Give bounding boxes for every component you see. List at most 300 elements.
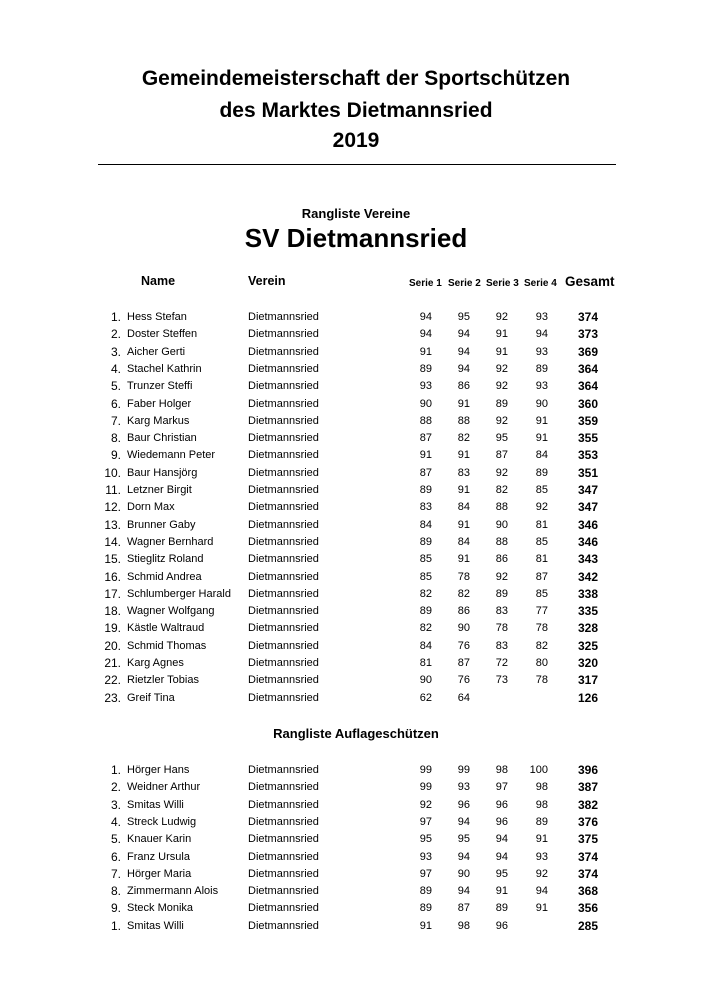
club-cell: Dietmannsried — [248, 414, 319, 427]
document-title-line-2: des Marktes Dietmannsried — [219, 99, 493, 122]
serie-2-cell: 90 — [457, 867, 470, 880]
serie-4-cell: 81 — [535, 553, 548, 566]
name-cell: Karg Markus — [127, 414, 190, 427]
name-cell: Schmid Thomas — [127, 639, 207, 652]
total-cell: 317 — [577, 673, 598, 688]
rank-cell: 21. — [104, 656, 121, 670]
serie-1-cell: 82 — [419, 587, 432, 600]
name-cell: Weidner Arthur — [127, 781, 201, 794]
club-cell: Dietmannsried — [248, 674, 319, 687]
serie-3-cell: 96 — [495, 919, 508, 932]
serie-2-cell: 78 — [457, 570, 470, 583]
serie-4-cell: 94 — [535, 328, 548, 341]
serie-4-cell: 90 — [535, 397, 548, 410]
club-cell: Dietmannsried — [248, 328, 319, 341]
serie-4-cell: 87 — [535, 570, 548, 583]
serie-1-cell: 87 — [419, 466, 432, 479]
rank-cell: 6. — [110, 396, 121, 411]
rank-cell: 11. — [105, 483, 121, 497]
club-cell: Dietmannsried — [248, 345, 319, 358]
name-cell: Zimmermann Alois — [127, 885, 219, 898]
name-cell: Aicher Gerti — [127, 345, 186, 358]
total-cell: 335 — [577, 604, 598, 619]
rank-cell: 7. — [110, 866, 121, 881]
serie-1-cell: 89 — [419, 885, 432, 898]
name-cell: Wagner Bernhard — [127, 535, 214, 548]
club-cell: Dietmannsried — [248, 833, 319, 846]
rank-cell: 23. — [104, 690, 121, 705]
serie-3-cell: 73 — [495, 674, 508, 687]
total-cell: 360 — [577, 396, 598, 411]
club-cell: Dietmannsried — [248, 397, 319, 410]
serie-3-cell: 94 — [495, 833, 508, 846]
total-cell: 320 — [577, 656, 598, 670]
serie-3-cell: 86 — [495, 553, 508, 566]
name-cell: Greif Tina — [127, 691, 175, 704]
rank-cell: 16. — [104, 569, 121, 584]
table-row — [0, 603, 712, 620]
table-row — [0, 831, 712, 848]
table-row — [0, 690, 712, 707]
serie-4-cell: 91 — [535, 432, 548, 445]
club-cell: Dietmannsried — [248, 311, 319, 323]
rank-cell: 5. — [110, 379, 121, 394]
rank-cell: 17. — [104, 586, 121, 601]
serie-1-cell: 89 — [419, 902, 432, 915]
club-cell: Dietmannsried — [248, 570, 319, 583]
serie-4-cell: 91 — [535, 902, 548, 915]
serie-1-cell: 89 — [419, 605, 432, 618]
rank-cell: 4. — [110, 361, 121, 376]
serie-1-cell: 94 — [419, 311, 432, 323]
name-cell: Karg Agnes — [127, 657, 184, 669]
name-cell: Brunner Gaby — [127, 518, 196, 531]
rank-cell: 1. — [110, 918, 121, 933]
column-header-serie-3: Serie 3 — [486, 278, 519, 289]
document-title-year: 2019 — [332, 129, 380, 152]
rank-cell: 12. — [104, 500, 121, 515]
table-row — [0, 883, 712, 900]
table-row — [0, 551, 712, 568]
table-row — [0, 413, 712, 430]
serie-3-cell: 72 — [495, 657, 508, 669]
total-cell: 369 — [577, 344, 598, 359]
table-row — [0, 849, 712, 866]
serie-3-cell: 88 — [495, 535, 508, 548]
total-cell: 353 — [577, 448, 598, 463]
serie-3-cell: 89 — [495, 397, 508, 410]
serie-3-cell: 89 — [495, 587, 508, 600]
serie-2-cell: 88 — [457, 414, 470, 427]
name-cell: Baur Christian — [127, 432, 197, 445]
serie-2-cell: 95 — [457, 311, 470, 323]
serie-4-cell: 93 — [535, 380, 548, 393]
rank-cell: 18. — [104, 604, 121, 619]
serie-2-cell: 76 — [457, 639, 470, 652]
table-row — [0, 918, 712, 935]
serie-3-cell: 78 — [495, 622, 508, 635]
serie-1-cell: 95 — [419, 833, 432, 846]
name-cell: Knauer Karin — [127, 833, 192, 846]
serie-3-cell: 88 — [495, 501, 508, 514]
column-header-name: Name — [141, 274, 176, 288]
total-cell: 328 — [577, 621, 598, 636]
serie-4-cell: 85 — [535, 535, 548, 548]
total-cell: 285 — [577, 918, 598, 933]
serie-1-cell: 99 — [419, 764, 432, 776]
serie-2-cell: 87 — [457, 902, 470, 915]
club-cell: Dietmannsried — [248, 764, 319, 776]
name-cell: Baur Hansjörg — [127, 466, 198, 479]
rank-cell: 6. — [110, 849, 121, 864]
name-cell: Wiedemann Peter — [127, 449, 216, 462]
total-cell: 396 — [577, 763, 598, 777]
club-cell: Dietmannsried — [248, 919, 319, 932]
serie-2-cell: 91 — [457, 518, 470, 531]
club-cell: Dietmannsried — [248, 587, 319, 600]
table-row — [0, 309, 712, 326]
section-subtitle-vereine: Rangliste Vereine — [301, 206, 411, 221]
serie-1-cell: 90 — [419, 674, 432, 687]
serie-2-cell: 76 — [457, 674, 470, 687]
club-cell: Dietmannsried — [248, 639, 319, 652]
name-cell: Trunzer Steffi — [127, 380, 193, 393]
table-row — [0, 326, 712, 343]
table-row — [0, 620, 712, 637]
rank-cell: 3. — [110, 797, 121, 812]
total-cell: 355 — [577, 431, 598, 446]
serie-3-cell: 92 — [495, 380, 508, 393]
name-cell: Smitas Willi — [127, 919, 184, 932]
serie-2-cell: 84 — [457, 535, 470, 548]
total-cell: 373 — [577, 327, 598, 342]
club-cell: Dietmannsried — [248, 657, 319, 669]
rank-cell: 10. — [104, 465, 121, 480]
name-cell: Rietzler Tobias — [127, 674, 199, 687]
column-header-serie-4: Serie 4 — [524, 278, 557, 289]
name-cell: Hörger Maria — [127, 867, 192, 880]
serie-4-cell: 78 — [535, 622, 548, 635]
serie-2-cell: 91 — [457, 397, 470, 410]
serie-1-cell: 87 — [419, 432, 432, 445]
total-cell: 375 — [577, 832, 598, 847]
total-cell: 374 — [577, 866, 598, 881]
club-cell: Dietmannsried — [248, 622, 319, 635]
rank-cell: 19. — [104, 621, 121, 636]
name-cell: Schmid Andrea — [127, 570, 202, 583]
rank-cell: 9. — [110, 901, 121, 916]
serie-1-cell: 82 — [419, 622, 432, 635]
rank-cell: 2. — [110, 327, 121, 342]
table-row — [0, 447, 712, 464]
total-cell: 342 — [577, 569, 598, 584]
serie-2-cell: 64 — [457, 691, 470, 704]
serie-4-cell: 78 — [535, 674, 548, 687]
table-row — [0, 762, 712, 779]
section-subtitle-auflage: Rangliste Auflageschützen — [273, 726, 439, 741]
club-cell: Dietmannsried — [248, 553, 319, 566]
club-cell: Dietmannsried — [248, 867, 319, 880]
serie-4-cell: 94 — [535, 885, 548, 898]
serie-1-cell: 89 — [419, 362, 432, 375]
serie-3-cell: 92 — [495, 414, 508, 427]
total-cell: 364 — [577, 361, 598, 376]
name-cell: Smitas Willi — [127, 798, 184, 811]
serie-3-cell: 92 — [495, 570, 508, 583]
serie-1-cell: 89 — [419, 535, 432, 548]
total-cell: 356 — [577, 901, 598, 916]
serie-2-cell: 83 — [457, 466, 470, 479]
club-cell: Dietmannsried — [248, 798, 319, 811]
column-header-serie-1: Serie 1 — [409, 278, 442, 289]
total-cell: 351 — [577, 465, 598, 480]
table-row — [0, 638, 712, 655]
serie-3-cell: 94 — [495, 850, 508, 863]
serie-3-cell: 92 — [495, 362, 508, 375]
table-row — [0, 655, 712, 672]
table-row — [0, 378, 712, 395]
name-cell: Stieglitz Roland — [127, 553, 204, 566]
serie-3-cell: 96 — [495, 798, 508, 811]
serie-4-cell: 93 — [535, 345, 548, 358]
table-row — [0, 586, 712, 603]
column-header-verein: Verein — [248, 274, 286, 288]
club-cell: Dietmannsried — [248, 432, 319, 445]
total-cell: 347 — [577, 500, 598, 515]
total-cell: 368 — [577, 884, 598, 899]
serie-4-cell: 92 — [535, 501, 548, 514]
rank-cell: 4. — [110, 814, 121, 829]
table-row — [0, 900, 712, 917]
rank-cell: 20. — [104, 638, 121, 653]
serie-2-cell: 91 — [457, 484, 470, 496]
club-cell: Dietmannsried — [248, 466, 319, 479]
serie-1-cell: 91 — [419, 919, 432, 932]
serie-2-cell: 86 — [457, 380, 470, 393]
name-cell: Doster Steffen — [127, 328, 198, 341]
serie-1-cell: 93 — [419, 850, 432, 863]
name-cell: Kästle Waltraud — [127, 622, 205, 635]
name-cell: Streck Ludwig — [127, 815, 197, 828]
serie-3-cell: 95 — [495, 867, 508, 880]
serie-3-cell: 90 — [495, 518, 508, 531]
column-header-gesamt: Gesamt — [565, 274, 615, 289]
serie-3-cell: 97 — [495, 781, 508, 794]
club-cell: Dietmannsried — [248, 691, 319, 704]
table-row — [0, 361, 712, 378]
name-cell: Wagner Wolfgang — [127, 605, 215, 618]
rank-cell: 9. — [110, 448, 121, 463]
serie-4-cell: 89 — [535, 466, 548, 479]
name-cell: Dorn Max — [127, 501, 175, 514]
total-cell: 359 — [577, 413, 598, 428]
serie-1-cell: 90 — [419, 397, 432, 410]
serie-2-cell: 94 — [457, 885, 470, 898]
total-cell: 126 — [577, 690, 598, 705]
table-row — [0, 797, 712, 814]
serie-2-cell: 87 — [457, 657, 470, 669]
serie-1-cell: 97 — [419, 815, 432, 828]
serie-2-cell: 94 — [457, 328, 470, 341]
serie-1-cell: 88 — [419, 414, 432, 427]
total-cell: 374 — [577, 849, 598, 864]
serie-4-cell: 91 — [535, 833, 548, 846]
club-cell: Dietmannsried — [248, 380, 319, 393]
serie-1-cell: 84 — [419, 518, 432, 531]
serie-4-cell: 84 — [535, 449, 548, 462]
rank-cell: 8. — [110, 884, 121, 899]
serie-1-cell: 81 — [419, 657, 432, 669]
total-cell: 346 — [577, 517, 598, 532]
serie-4-cell: 98 — [535, 798, 548, 811]
total-cell: 346 — [577, 534, 598, 549]
serie-4-cell: 92 — [535, 867, 548, 880]
table-row — [0, 430, 712, 447]
total-cell: 374 — [577, 310, 598, 324]
title-divider — [98, 164, 616, 165]
serie-2-cell: 99 — [457, 764, 470, 776]
serie-2-cell: 90 — [457, 622, 470, 635]
serie-1-cell: 94 — [419, 328, 432, 341]
rank-cell: 15. — [104, 552, 121, 567]
serie-1-cell: 85 — [419, 553, 432, 566]
serie-3-cell: 92 — [495, 466, 508, 479]
serie-3-cell: 87 — [495, 449, 508, 462]
serie-2-cell: 82 — [457, 432, 470, 445]
serie-2-cell: 94 — [457, 815, 470, 828]
table-row — [0, 344, 712, 361]
serie-2-cell: 91 — [457, 553, 470, 566]
name-cell: Letzner Birgit — [127, 484, 192, 496]
table-row — [0, 517, 712, 534]
club-cell: Dietmannsried — [248, 902, 319, 915]
table-row — [0, 569, 712, 586]
serie-1-cell: 84 — [419, 639, 432, 652]
serie-2-cell: 93 — [457, 781, 470, 794]
table-row — [0, 465, 712, 482]
serie-3-cell: 91 — [495, 885, 508, 898]
serie-3-cell: 92 — [495, 311, 508, 323]
serie-1-cell: 92 — [419, 798, 432, 811]
rank-cell: 7. — [110, 413, 121, 428]
serie-3-cell: 98 — [495, 764, 508, 776]
serie-3-cell: 95 — [495, 432, 508, 445]
rank-cell: 1. — [110, 763, 121, 777]
name-cell: Schlumberger Harald — [127, 587, 231, 600]
club-cell: Dietmannsried — [248, 815, 319, 828]
serie-4-cell: 93 — [535, 850, 548, 863]
club-cell: Dietmannsried — [248, 484, 319, 496]
name-cell: Hörger Hans — [127, 764, 190, 776]
serie-4-cell: 93 — [535, 311, 548, 323]
serie-4-cell: 82 — [535, 639, 548, 652]
table-row — [0, 814, 712, 831]
name-cell: Franz Ursula — [127, 850, 190, 863]
rank-cell: 5. — [110, 832, 121, 847]
total-cell: 382 — [577, 797, 598, 812]
table-row — [0, 482, 712, 499]
rank-cell: 1. — [110, 310, 121, 324]
serie-2-cell: 95 — [457, 833, 470, 846]
club-cell: Dietmannsried — [248, 850, 319, 863]
table-row — [0, 672, 712, 689]
total-cell: 325 — [577, 638, 598, 653]
serie-3-cell: 83 — [495, 639, 508, 652]
serie-3-cell: 91 — [495, 345, 508, 358]
serie-2-cell: 84 — [457, 501, 470, 514]
serie-2-cell: 86 — [457, 605, 470, 618]
serie-1-cell: 99 — [419, 781, 432, 794]
club-cell: Dietmannsried — [248, 535, 319, 548]
serie-1-cell: 62 — [419, 691, 432, 704]
serie-4-cell: 81 — [535, 518, 548, 531]
table-row — [0, 396, 712, 413]
serie-4-cell: 89 — [535, 362, 548, 375]
rank-cell: 2. — [110, 780, 121, 795]
club-heading: SV Dietmannsried — [244, 223, 468, 253]
table-row — [0, 866, 712, 883]
total-cell: 347 — [577, 483, 598, 497]
serie-2-cell: 82 — [457, 587, 470, 600]
rank-cell: 14. — [104, 534, 121, 549]
serie-3-cell: 83 — [495, 605, 508, 618]
club-cell: Dietmannsried — [248, 501, 319, 514]
total-cell: 343 — [577, 552, 598, 567]
serie-1-cell: 85 — [419, 570, 432, 583]
serie-4-cell: 100 — [529, 764, 548, 776]
total-cell: 338 — [577, 586, 598, 601]
serie-2-cell: 98 — [457, 919, 470, 932]
serie-1-cell: 97 — [419, 867, 432, 880]
serie-1-cell: 91 — [419, 345, 432, 358]
club-cell: Dietmannsried — [248, 605, 319, 618]
serie-4-cell: 91 — [535, 414, 548, 427]
table-row — [0, 534, 712, 551]
total-cell: 376 — [577, 814, 598, 829]
serie-3-cell: 82 — [495, 484, 508, 496]
serie-4-cell: 85 — [535, 587, 548, 600]
serie-4-cell: 77 — [535, 605, 548, 618]
serie-1-cell: 93 — [419, 380, 432, 393]
rank-cell: 8. — [110, 431, 121, 446]
total-cell: 387 — [577, 780, 598, 795]
serie-4-cell: 98 — [535, 781, 548, 794]
serie-4-cell: 85 — [535, 484, 548, 496]
serie-1-cell: 89 — [419, 484, 432, 496]
total-cell: 364 — [577, 379, 598, 394]
serie-3-cell: 96 — [495, 815, 508, 828]
serie-3-cell: 91 — [495, 328, 508, 341]
serie-2-cell: 94 — [457, 345, 470, 358]
serie-3-cell: 89 — [495, 902, 508, 915]
document-title-line-1: Gemeindemeisterschaft der Sportschützen — [141, 67, 571, 90]
table-row — [0, 499, 712, 516]
serie-2-cell: 91 — [457, 449, 470, 462]
rank-cell: 22. — [104, 673, 121, 688]
name-cell: Steck Monika — [127, 902, 194, 915]
rank-cell: 3. — [110, 344, 121, 359]
column-header-serie-2: Serie 2 — [448, 278, 481, 289]
serie-2-cell: 96 — [457, 798, 470, 811]
club-cell: Dietmannsried — [248, 781, 319, 794]
serie-2-cell: 94 — [457, 362, 470, 375]
club-cell: Dietmannsried — [248, 449, 319, 462]
rank-cell: 13. — [104, 517, 121, 532]
serie-2-cell: 94 — [457, 850, 470, 863]
club-cell: Dietmannsried — [248, 362, 319, 375]
serie-1-cell: 91 — [419, 449, 432, 462]
club-cell: Dietmannsried — [248, 885, 319, 898]
